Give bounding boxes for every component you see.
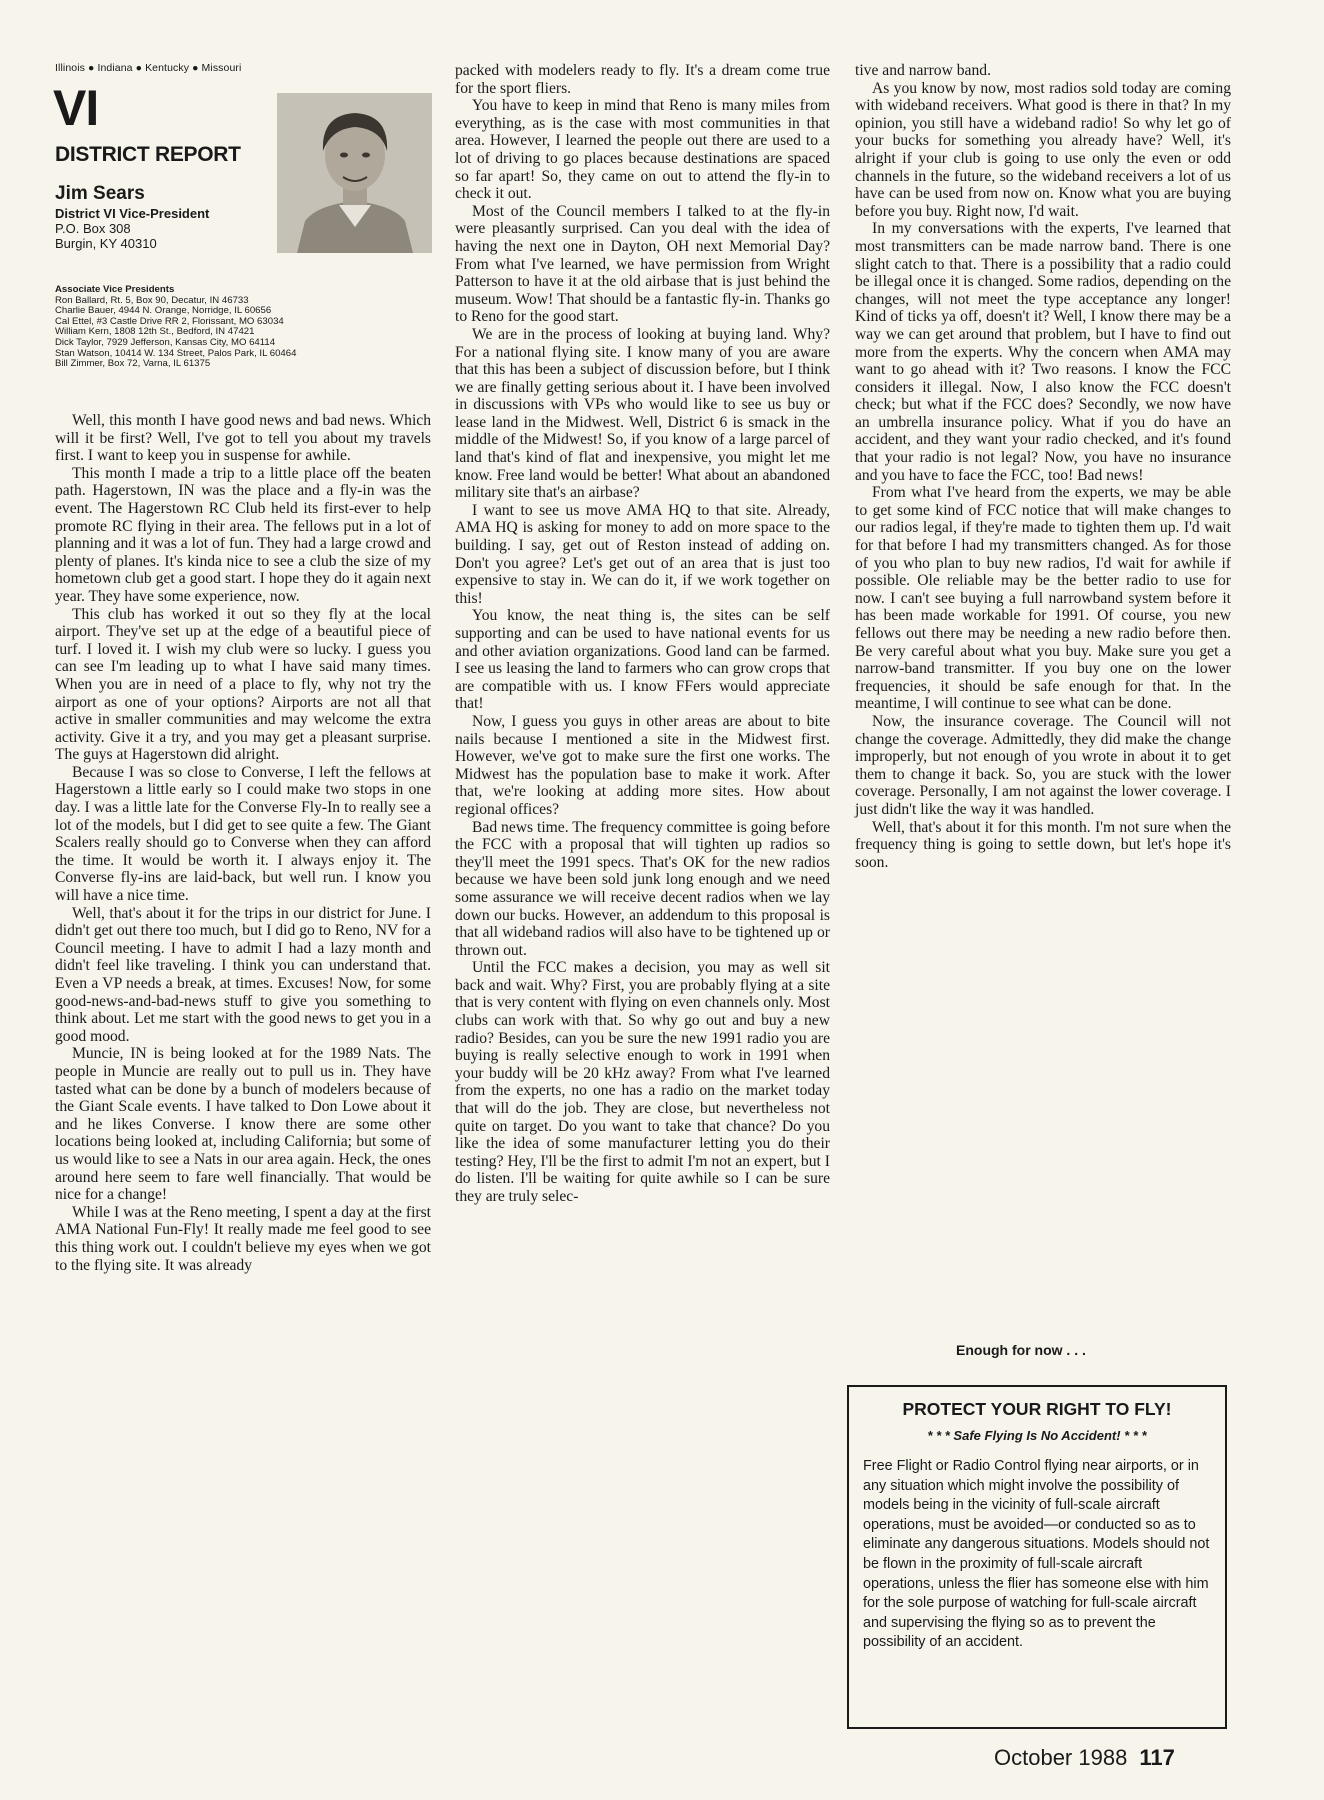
associate-vp: Stan Watson, 10414 W. 134 Street, Palos Park, IL 60464: [55, 347, 297, 359]
page-number: 117: [1139, 1745, 1175, 1770]
article-paragraph: packed with modelers ready to fly. It's a dream come true for the sport fliers.: [455, 62, 830, 97]
district-number: VI: [53, 80, 99, 136]
portrait-photo: [277, 93, 432, 253]
article-paragraph: Now, I guess you guys in other areas are about to bite nails because I mentioned a site in the Midwest first. However, we've got to make sure the first one works. The Midwest has the population base to make it work. After that, we're looking at adding more sites. How about regional offices?: [455, 712, 830, 818]
safety-notice-box: [847, 1385, 1227, 1729]
associate-vp: Dick Taylor, 7929 Jefferson, Kansas City, MO 64114: [55, 336, 276, 348]
associate-vps-heading: Associate Vice Presidents: [55, 284, 175, 295]
article-paragraph: You know, the neat thing is, the sites can be self supporting and can be used to have national events for us and other aviation organizations. Good land can be farmed. I see us leasing the land to farmers who can grow crops that are compatible with us. I know FFers would appreciate that!: [455, 607, 830, 713]
address-line-1: P.O. Box 308: [55, 221, 131, 236]
article-signoff: Enough for now . . .: [956, 1342, 1086, 1358]
article-paragraph: In my conversations with the experts, I've learned that most transmitters can be made narrow band. There is one slight catch to that. There is a possibility that a radio could be illegal once it is changed. Some radios, depending on the changes, will not meet the type acceptance any longer! Kind of ticks ya off, doesn't it? Well, I know there may be a way we can get around that problem, but I have to find out more from the experts. Why the concern when AMA may want to go ahead with it? Two reasons. I know the FCC considers it illegal. Now, I also know the FCC doesn't check; but what if the FCC does? Secondly, we now have an umbrella insurance policy. What if you do have an accident, and they want your radio checked, and it's found that your radio is not legal? Now, you have no insurance and you have to face the FCC, too! Bad news!: [855, 220, 1231, 484]
associate-vp: Bill Zimmer, Box 72, Varna, IL 61375: [55, 358, 211, 370]
safety-box-body: Free Flight or Radio Control flying near airports, or in any situation which might involve the possibility of models being in the vicinity of full-scale aircraft operations, must be avoided—or conducted so as to eliminate any dangerous situations. Models should not be flown in the proximity of full-scale aircraft operations, unless the flier has someone else with him for the sole purpose of watching for full-scale aircraft and supervising the flying so as to prevent the possibility of an accident.: [863, 1458, 1210, 1651]
article-paragraph: Well, that's about it for this month. I'm not sure when the frequency thing is going to settle down, but let's hope it's soon.: [855, 818, 1231, 871]
vp-name: Jim Sears: [55, 183, 145, 204]
article-paragraph: I want to see us move AMA HQ to that site. Already, AMA HQ is asking for money to add on more space to the building. I say, get out of Reston instead of adding on. Don't you agree? Let's get out of an area that is just too expensive to stay in. We can do it, if we work together on this!: [455, 501, 830, 607]
article-paragraph: Bad news time. The frequency committee is going before the FCC with a proposal that will tighten up radios so they'll meet the 1991 specs. That's OK for the new radios because we have been sold junk long enough and we need some assurance we will receive decent radios when we lay down our bucks. However, an addendum to this proposal is that all wideband radios will also have to be tightened up or thrown out.: [455, 818, 830, 959]
portrait-illustration: [277, 93, 432, 253]
article-paragraph: This month I made a trip to a little place off the beaten path. Hagerstown, IN was the place and a fly-in was the event. The Hagerstown RC Club held its first-ever to help promote RC flying in their area. The fellows put in a lot of planning and it was a lot of fun. They had a large crowd and plenty of planes. It's kinda nice to see a club the size of my hometown club get a good start. I hope they do it again next year. They have some experience, now.: [55, 464, 431, 605]
district-states: Illinois ● Indiana ● Kentucky ● Missouri: [55, 62, 242, 74]
article-paragraph: As you know by now, most radios sold today are coming with wideband receivers. What good is there in that? In my opinion, you still have a wideband radio! So why let go of your bucks for something you already have? Well, it's alright if your club is going to use only the even or odd channels in the future, so the wideband receivers a lot of us have can be used from now on. Know what you are buying before you buy. Right now, I'd wait.: [855, 79, 1231, 220]
article-paragraph: We are in the process of looking at buying land. Why? For a national flying site. I know many of you are aware that this has been a subject of discussion before, but I think we are finally getting serious about it. I have been involved in discussions with VPs who would like to see us buy or lease land in the Midwest. Well, District 6 is smack in the middle of the Midwest! So, if you know of a large parcel of land that's kind of flat and inexpensive, you might let me know. Free land would be better! What about an abandoned military site that's an airbase?: [455, 325, 830, 502]
issue-date: October 1988: [994, 1745, 1128, 1770]
article-paragraph: Most of the Council members I talked to at the fly-in were pleasantly surprised. Can you deal with the idea of having the next one in Dayton, OH next Memorial Day? From what I've learned, we have permission from Wright Patterson to have it at the old airbase that is just behind the museum. Wow! That should be a fantastic fly-in. Thanks go to Reno for the good start.: [455, 202, 830, 326]
article-paragraph: Well, this month I have good news and bad news. Which will it be first? Well, I've got to tell you about my travels first. I want to keep you in suspense for awhile.: [55, 412, 431, 465]
safety-box-subtitle: * * * Safe Flying Is No Accident! * * *: [927, 1428, 1147, 1443]
vp-title: District VI Vice-President: [55, 206, 210, 221]
article-paragraph: This club has worked it out so they fly at the local airport. They've set up at the edge of a beautiful piece of turf. I loved it. I wish my club were so lucky. I guess you can see I'm leading up to what I have said many times. When you are in need of a place to fly, why not try the airport as one of your options? Airports are not all that active in smaller communities and may welcome the extra activity. Give it a try, and you may get a pleasant surprise. The guys at Hagerstown did alright.: [55, 605, 431, 764]
article-paragraph: Because I was so close to Converse, I left the fellows at Hagerstown a little early so I could make two stops in one day. I was a little late for the Converse Fly-In to really see a lot of the models, but I did get to see quite a few. The Giant Scalers really should go to Converse when they can afford the time. It would be worth it. I always enjoy it. The Converse fly-ins are laid-back, but well run. I know you will have a nice time.: [55, 763, 431, 905]
associate-vp: Ron Ballard, Rt. 5, Box 90, Decatur, IN 46733: [55, 294, 249, 306]
vp-contact: [55, 206, 209, 251]
article-paragraph: From what I've heard from the experts, we may be able to get some kind of FCC notice that will make changes to our radios legal, if they're made to tighten them up. I'd wait for that before I had my transmitters changed. As for those of you who plan to buy new radios, I'd wait for awhile if possible. Ole reliable may be the better radio to use for now. I can't see buying a full narrowband system before it has been made workable for 1991. Of course, you new fellows out there may be needing a new radio before then. Be very careful about what you buy. Make sure you get a narrow-band transmitter. If you buy one on the lower frequencies, it should be safe enough for that. In the meantime, I will continue to see what can be done.: [855, 484, 1231, 713]
article-paragraph: tive and narrow band.: [855, 62, 991, 79]
associate-vps: [55, 285, 296, 370]
associate-vp: Cal Ettel, #3 Castle Drive RR 2, Florissant, MO 63034: [55, 315, 284, 327]
address-line-2: Burgin, KY 40310: [55, 236, 157, 251]
article-paragraph: While I was at the Reno meeting, I spent a day at the first AMA National Fun-Fly! It really made me feel good to see this thing work out. I couldn't believe my eyes when we got to the flying site. It was already: [55, 1203, 431, 1274]
article-paragraph: Muncie, IN is being looked at for the 1989 Nats. The people in Muncie are really out to pull us in. They have tasted what can be done by a bunch of modelers because of the Giant Scale events. I have talked to Don Lowe about it and he likes Converse. I know there are some other locations being looked at, including California; but some of us would like to see a Nats in our area again. Heck, the ones around here seem to fare well financially. That would be nice for a change!: [55, 1045, 431, 1204]
associate-vp: Charlie Bauer, 4944 N. Orange, Norridge, IL 60656: [55, 305, 272, 317]
safety-box-title: PROTECT YOUR RIGHT TO FLY!: [902, 1399, 1172, 1419]
associate-vp: William Kern, 1808 12th St., Bedford, IN 47421: [55, 326, 255, 338]
article-paragraph: Until the FCC makes a decision, you may as well sit back and wait. Why? First, you are probably flying at a site that is very content with flying on even channels only. Most clubs can work with that. So why go out and buy a new radio? Besides, can you be sure the new 1991 radio you are buying is really selective enough to work in 1991 when your buddy will be 20 kHz away? From what I've learned from the experts, no one has a radio on the market today that will do the job. They are close, but nevertheless not quite on target. Do you want to take that chance? Do you like the idea of some manufacturer letting you do their testing? Hey, I'll be the first to admit I'm not an expert, but I do listen. I'll be waiting for quite awhile so I can be sure they are truly selec-: [455, 959, 830, 1205]
article-column-2: [455, 62, 830, 1206]
article-paragraph: You have to keep in mind that Reno is many miles from everything, as is the case with most communities in that area. However, I learned the people out there are used to a lot of driving to go places because destinations are spaced so far apart! So, they came on out to attend the fly-in to check it out.: [455, 97, 830, 203]
article-column-1: [55, 412, 431, 1274]
article-paragraph: Well, that's about it for the trips in our district for June. I didn't get out there too much, but I did go to Reno, NV for a Council meeting. I have to admit I had a lazy month and didn't feel like traveling. I think you can understand that. Even a VP needs a break, at times. Excuses! Now, for some good-news-and-bad-news stuff to give you something to think about. Let me start with the good news to get you in a good mood.: [55, 904, 431, 1045]
page-footer: [994, 1745, 1175, 1771]
article-column-3: [855, 62, 1231, 871]
article-paragraph: Now, the insurance coverage. The Council will not change the coverage. Admittedly, they did make the change improperly, but not enough of you wrote in about it to get them to change it back. So, you are stuck with the lower coverage. Personally, I am not against the lower coverage. I just didn't like the way it was handled.: [855, 712, 1231, 818]
section-title: DISTRICT REPORT: [55, 143, 241, 166]
